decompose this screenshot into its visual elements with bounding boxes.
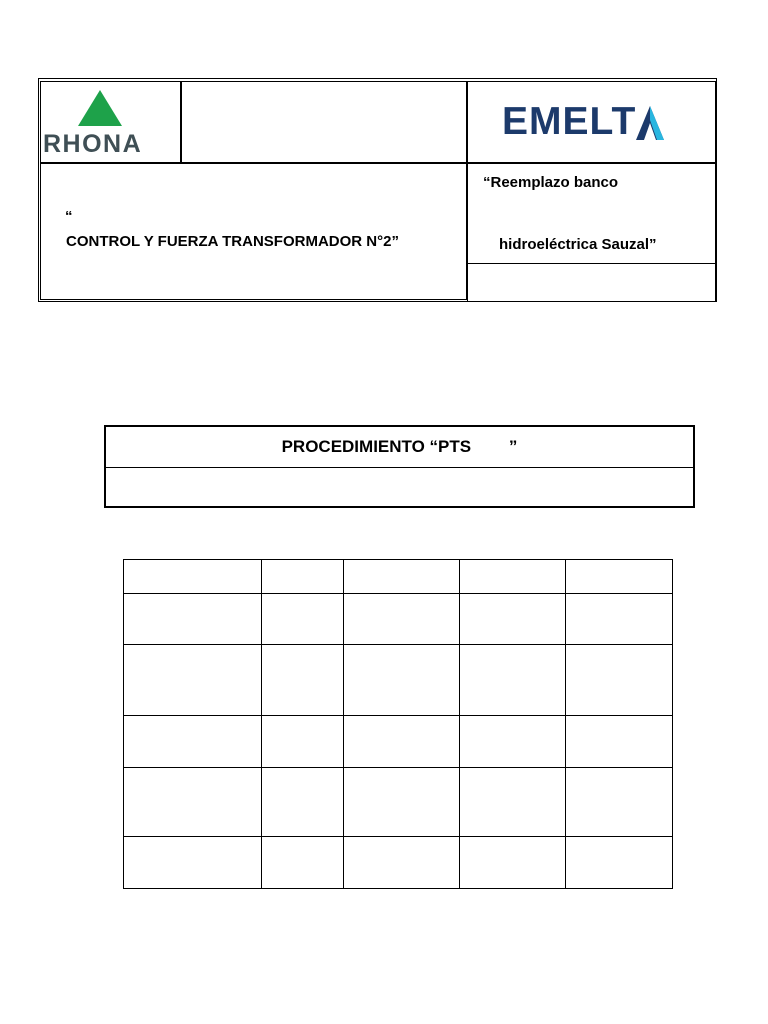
rhona-logo-cell (40, 81, 181, 163)
table-cell (262, 768, 344, 837)
table-cell (344, 594, 460, 645)
table-cell (566, 768, 673, 837)
table-row (124, 837, 673, 889)
table-cell (262, 837, 344, 889)
table-cell (344, 645, 460, 716)
procedure-divider (106, 467, 693, 468)
table-cell (460, 837, 566, 889)
procedure-title: PROCEDIMIENTO “PTS ” (281, 437, 518, 456)
document-title-cell (40, 163, 467, 300)
table-cell (124, 837, 262, 889)
table-cell (566, 594, 673, 645)
table-row (124, 560, 673, 594)
table-cell (460, 594, 566, 645)
table-cell (124, 768, 262, 837)
table-row (124, 768, 673, 837)
table-cell (566, 837, 673, 889)
table-cell (262, 594, 344, 645)
emelta-logo-a (636, 102, 665, 142)
table-row (124, 594, 673, 645)
title-open-quote: “ (65, 208, 73, 225)
table-cell (460, 645, 566, 716)
project-name-cell (467, 163, 716, 264)
table-cell (460, 768, 566, 837)
signature-table (123, 559, 673, 889)
table-row (124, 716, 673, 768)
table-cell (566, 645, 673, 716)
project-code-cell (467, 263, 716, 302)
table-cell (460, 716, 566, 768)
emelta-logo-cell (467, 81, 716, 163)
table-cell (344, 560, 460, 594)
table-cell (262, 716, 344, 768)
table-cell (262, 645, 344, 716)
emelta-logo (502, 102, 665, 142)
table-cell (344, 768, 460, 837)
header-blank-cell (181, 81, 467, 163)
rhona-logo-text: RHONA (43, 130, 143, 158)
procedure-box (104, 425, 695, 508)
project-name-line2: hidroeléctrica Sauzal” (499, 236, 657, 253)
emelta-a-icon (636, 106, 664, 140)
table-cell (124, 594, 262, 645)
table-cell (124, 716, 262, 768)
table-cell (460, 560, 566, 594)
document-title: CONTROL Y FUERZA TRANSFORMADOR N°2” (66, 233, 399, 250)
rhona-triangle-icon (78, 90, 122, 126)
table-cell (344, 837, 460, 889)
table-cell (262, 560, 344, 594)
project-name-line1: “Reemplazo banco (483, 174, 619, 191)
table-cell (344, 716, 460, 768)
table-row (124, 645, 673, 716)
table-cell (124, 645, 262, 716)
table-cell (124, 560, 262, 594)
emelta-logo-text: EMELT (502, 100, 637, 143)
table-cell (566, 716, 673, 768)
table-cell (566, 560, 673, 594)
